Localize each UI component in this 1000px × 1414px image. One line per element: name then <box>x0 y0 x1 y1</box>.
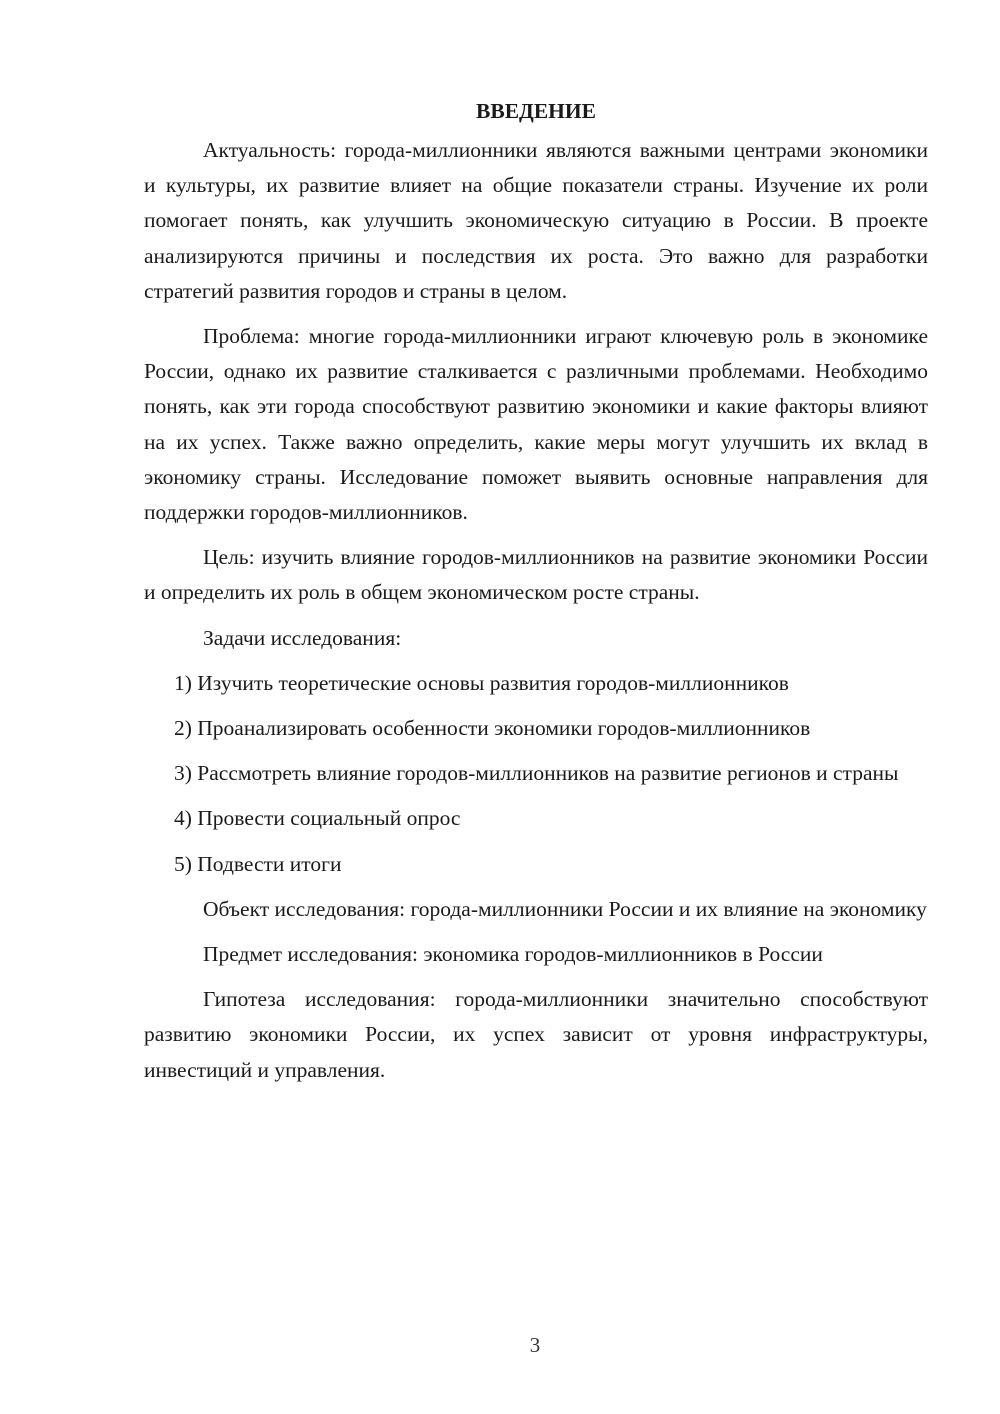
list-item: 1) Изучить теоретические основы развития городов-миллионников <box>174 670 789 695</box>
hypothesis-paragraph: Гипотеза исследования: города-миллионники значительно способствуют развитию экономики России, их успех зависит от уровня инфраструктуры, инвестиций и управления. <box>144 987 928 1082</box>
problem-paragraph: Проблема: многие города-миллионники играют ключевую роль в экономике России, однако их развитие сталкивается с различными проблемами. Необходимо понять, как эти города способствуют развитию экономики и какие факторы влияют на их успех. Также важно определить, какие меры могут улучшить их вклад в экономику страны. Исследование поможет выявить основные направления для поддержки городов-миллионников. <box>144 324 928 525</box>
relevance-paragraph: Актуальность: города-миллионники являются важными центрами экономики и культуры, их развитие влияет на общие показатели страны. Изучение их роли помогает понять, как улучшить экономическую ситуацию в России. В проекте анализируются причины и последствия их роста. Это важно для разработки стратегий развития городов и страны в целом. <box>144 138 928 303</box>
page-title: ВВЕДЕНИЕ <box>476 99 596 123</box>
subject-paragraph: Предмет исследования: экономика городов-миллионников в России <box>203 942 823 967</box>
list-item: 5) Подвести итоги <box>174 851 342 876</box>
list-item: 4) Провести социальный опрос <box>174 806 461 831</box>
page-number: 3 <box>529 1333 541 1357</box>
tasks-heading: Задачи исследования: <box>203 625 402 650</box>
list-item: 3) Рассмотреть влияние городов-миллионников на развитие регионов и страны <box>174 761 899 786</box>
goal-paragraph: Цель: изучить влияние городов-миллионников на развитие экономики России и определить их роль в общем экономическом росте страны. <box>144 545 928 605</box>
tasks-list <box>144 666 928 882</box>
document-page <box>144 94 928 1098</box>
object-paragraph: Объект исследования: города-миллионники России и их влияние на экономику <box>203 896 927 921</box>
list-item: 2) Проанализировать особенности экономики городов-миллионников <box>174 716 811 741</box>
